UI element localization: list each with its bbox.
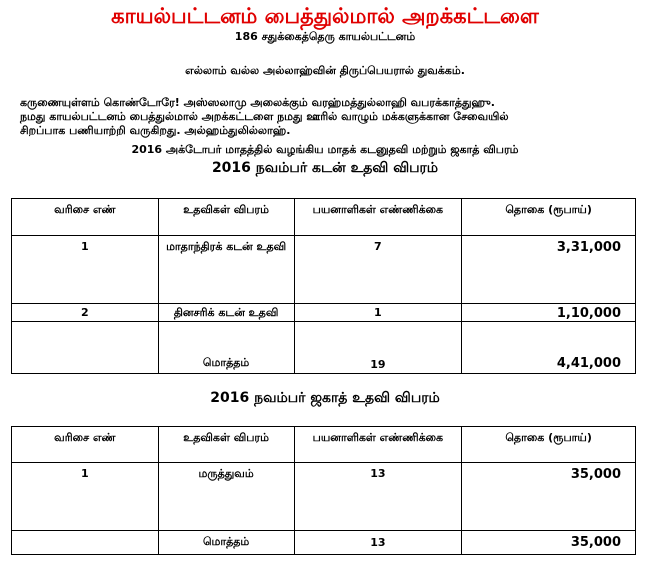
col-desc: உதவிகள் விபரம் [158,199,294,236]
total-amount: 4,41,000 [462,322,636,374]
row-serial: 2 [12,304,159,322]
row-amount: 35,000 [462,463,636,531]
total-row [12,322,636,374]
col-count: பயனாளிகள் எண்ணிக்கை [294,427,462,463]
total-count: 13 [294,531,462,555]
total-row [12,531,636,555]
zakat-header-row [12,427,636,463]
row-count: 7 [294,236,462,304]
intro-line-4: 2016 அக்டோபர் மாதத்தில் வழங்கிய மாதக் கடனுதவி மற்றும் ஜகாத் விபரம் [131,143,519,156]
total-count: 19 [294,322,462,374]
col-serial: வரிசை எண் [12,427,159,463]
row-desc: மருத்துவம் [158,463,294,531]
col-amount: தொகை (ரூபாய்) [462,427,636,463]
page-title: காயல்பட்டனம் பைத்துல்மால் அறக்கட்டளை [111,4,539,28]
col-serial: வரிசை எண் [12,199,159,236]
address: 186 சதுக்கைத்தெரு காயல்பட்டனம் [234,30,416,43]
total-label: மொத்தம் [158,531,294,555]
row-count: 1 [294,304,462,322]
row-amount: 3,31,000 [462,236,636,304]
loan-heading: 2016 நவம்பர் கடன் உதவி விபரம் [211,160,439,176]
row-desc: தினசரிக் கடன் உதவி [158,304,294,322]
row-count: 13 [294,463,462,531]
col-desc: உதவிகள் விபரம் [158,427,294,463]
loan-header-row [12,199,636,236]
table-row [12,236,636,304]
row-serial: 1 [12,463,159,531]
row-desc: மாதாந்திரக் கடன் உதவி [158,236,294,304]
loan-table [11,198,636,374]
zakat-table [11,426,636,555]
table-row [12,463,636,531]
table-row [12,304,636,322]
zakat-heading: 2016 நவம்பர் ஜகாத் உதவி விபரம் [210,390,440,406]
intro-line-3: சிறப்பாக பணியாற்றி வருகிறது. அல்ஹம்துலில்லாஹ். [20,124,291,137]
opening-line: எல்லாம் வல்ல அல்லாஹ்வின் திருப்பெயரால் துவக்கம். [185,64,465,77]
col-amount: தொகை (ரூபாய்) [462,199,636,236]
row-amount: 1,10,000 [462,304,636,322]
total-amount: 35,000 [462,531,636,555]
intro-line-2: நமது காயல்பட்டனம் பைத்துல்மால் அறக்கட்டளை நமது ஊரில் வாழும் மக்களுக்கான சேவையில் [20,110,509,123]
total-label: மொத்தம் [158,322,294,374]
intro-line-1: கருணையுள்ளம் கொண்டோரே! அஸ்ஸலாமு அலைக்கும் வரஹ்மத்துல்லாஹி வபரக்காத்துஹு. [20,96,495,109]
col-count: பயனாளிகள் எண்ணிக்கை [294,199,462,236]
row-serial: 1 [12,236,159,304]
